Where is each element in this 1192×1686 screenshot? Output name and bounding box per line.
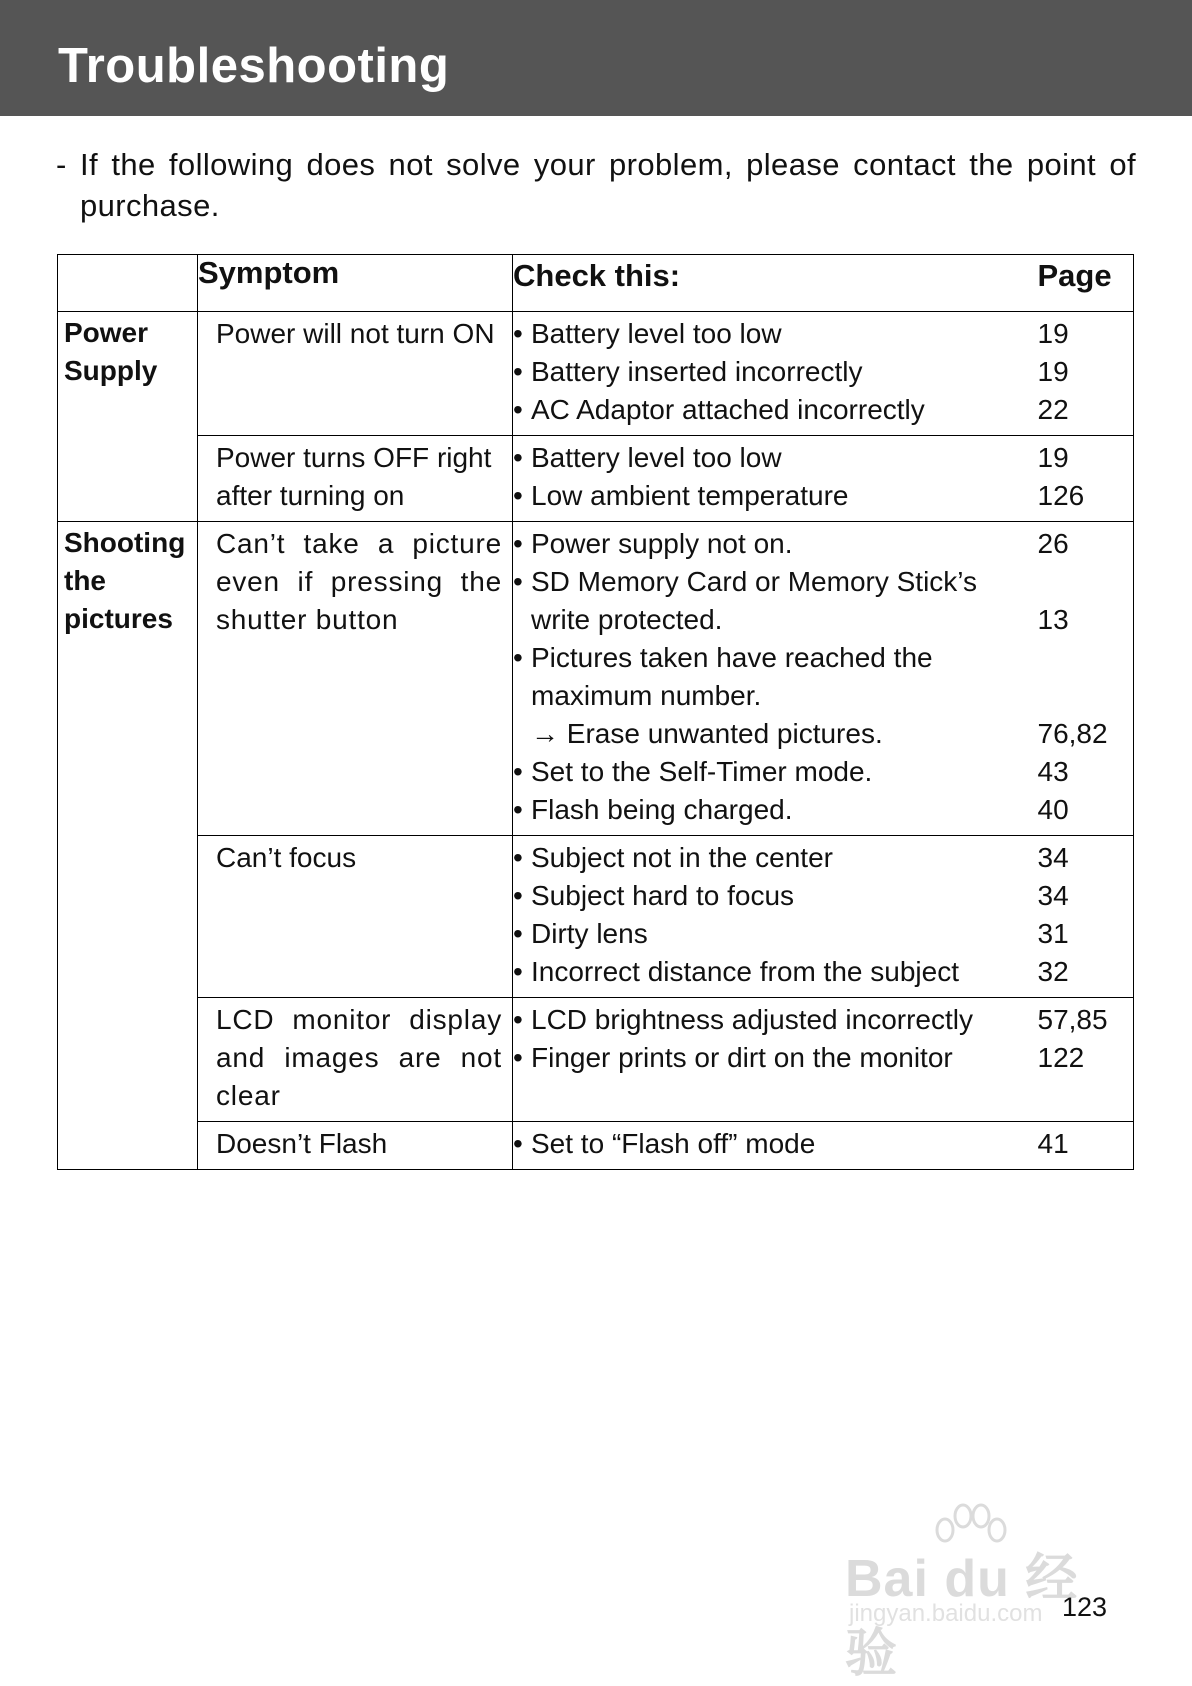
check-text: Dirty lens	[531, 918, 648, 949]
check-item	[513, 1125, 1038, 1163]
check-item	[513, 839, 1038, 877]
check-text: write protected.	[531, 604, 723, 635]
check-cell	[513, 312, 1038, 436]
check-item	[513, 439, 1038, 477]
category-cell	[58, 312, 198, 522]
intro-dash: -	[56, 147, 67, 182]
check-item	[513, 1039, 1038, 1077]
check-item	[513, 791, 1038, 829]
bullet-icon: •	[513, 1042, 523, 1073]
watermark-url: jingyan.baidu.com	[849, 1600, 1043, 1627]
check-item	[513, 639, 1038, 677]
page-number: 123	[1062, 1592, 1108, 1622]
check-text: Set to “Flash off” mode	[531, 1128, 816, 1159]
check-text: AC Adaptor attached incorrectly	[531, 394, 925, 425]
page-cell	[1038, 998, 1134, 1122]
table-header-row	[58, 255, 1134, 312]
bullet-icon: •	[513, 566, 523, 597]
header-check: Check this:	[513, 255, 1038, 312]
page-ref: 41	[1037, 1128, 1069, 1159]
table-row	[58, 312, 1134, 436]
bullet-icon: •	[513, 918, 523, 949]
bullet-icon: •	[513, 356, 523, 387]
table-row	[58, 836, 1134, 998]
check-text: maximum number.	[531, 680, 762, 711]
bullet-icon: •	[513, 480, 523, 511]
bullet-icon: •	[513, 956, 523, 987]
check-text: Battery inserted incorrectly	[531, 356, 863, 387]
page-ref: 19	[1037, 442, 1069, 473]
bullet-icon: •	[513, 794, 523, 825]
category-label: Shooting	[64, 527, 186, 558]
bullet-icon: •	[513, 394, 523, 425]
bullet-icon: •	[513, 642, 523, 673]
check-text: Finger prints or dirt on the monitor	[531, 1042, 953, 1073]
page-ref	[1038, 563, 1134, 601]
symptom-cell: Power will not turn ON	[198, 312, 513, 436]
check-item	[513, 525, 1038, 563]
bullet-icon: •	[513, 1004, 523, 1035]
check-text: → Erase unwanted pictures.	[531, 718, 883, 749]
bullet-icon: •	[513, 528, 523, 559]
page-cell	[1038, 522, 1134, 836]
intro-text: If the following does not solve your problem, please contact the point of purchase.	[80, 147, 1136, 223]
page-ref: 43	[1037, 756, 1069, 787]
page-cell	[1038, 436, 1134, 522]
table-row	[58, 1122, 1134, 1170]
symptom-cell: LCD monitor display and images are not clear	[198, 998, 513, 1122]
page-cell	[1038, 312, 1134, 436]
check-text: Low ambient temperature	[531, 480, 849, 511]
page-ref: 13	[1037, 604, 1069, 635]
check-item	[513, 753, 1038, 791]
check-item	[513, 563, 1038, 601]
category-cell	[58, 522, 198, 1170]
troubleshooting-table	[57, 254, 1134, 1170]
category-label: pictures	[64, 603, 173, 634]
symptom-cell: Power turns OFF right after turning on	[198, 436, 513, 522]
page-ref: 26	[1037, 528, 1069, 559]
page-cell	[1038, 836, 1134, 998]
check-cell	[513, 998, 1038, 1122]
bullet-icon: •	[513, 318, 523, 349]
check-text: Flash being charged.	[531, 794, 793, 825]
check-text: Subject hard to focus	[531, 880, 795, 911]
check-item	[513, 477, 1038, 515]
check-item	[513, 1001, 1038, 1039]
table-row	[58, 522, 1134, 836]
page-ref: 57,85	[1037, 1004, 1108, 1035]
check-text: Pictures taken have reached the	[531, 642, 933, 673]
watermark-logo-text: Bai du 经验	[845, 1550, 1079, 1683]
page-ref: 19	[1037, 318, 1069, 349]
check-cell	[513, 836, 1038, 998]
check-text: Subject not in the center	[531, 842, 833, 873]
check-text: LCD brightness adjusted incorrectly	[531, 1004, 973, 1035]
bullet-icon: •	[513, 442, 523, 473]
category-label: Power	[64, 317, 149, 348]
symptom-cell: Doesn’t Flash	[198, 1122, 513, 1170]
check-item	[513, 915, 1038, 953]
baidu-watermark-logo	[845, 1500, 1125, 1683]
check-item	[513, 877, 1038, 915]
symptom-cell: Can’t take a picture even if pressing the shutter button	[198, 522, 513, 836]
check-cell	[513, 436, 1038, 522]
page-ref: 22	[1037, 394, 1069, 425]
category-label: Supply	[64, 355, 158, 386]
check-item	[513, 601, 1038, 639]
check-text: Battery level too low	[531, 318, 782, 349]
check-text: Power supply not on.	[531, 528, 793, 559]
intro-note	[56, 144, 1136, 226]
bullet-icon: •	[513, 1128, 523, 1159]
check-item	[513, 391, 1038, 429]
symptom-cell: Can’t focus	[198, 836, 513, 998]
check-item	[513, 715, 1038, 753]
header-page: Page	[1038, 255, 1134, 312]
header-blank-cell	[58, 255, 198, 312]
page-ref: 40	[1037, 794, 1069, 825]
check-item	[513, 353, 1038, 391]
page-ref: 32	[1037, 956, 1069, 987]
check-text: Incorrect distance from the subject	[531, 956, 959, 987]
bullet-icon: •	[513, 756, 523, 787]
check-item	[513, 953, 1038, 991]
check-item	[513, 677, 1038, 715]
page-ref: 76,82	[1037, 718, 1108, 749]
check-item	[513, 315, 1038, 353]
page-ref: 122	[1037, 1042, 1085, 1073]
table-row	[58, 436, 1134, 522]
page-cell	[1038, 1122, 1134, 1170]
page-ref: 19	[1037, 356, 1069, 387]
page-ref: 34	[1037, 842, 1069, 873]
check-cell	[513, 1122, 1038, 1170]
bullet-icon: •	[513, 880, 523, 911]
check-text: Battery level too low	[531, 442, 782, 473]
header-symptom: Symptom	[198, 255, 513, 312]
check-text: Set to the Self-Timer mode.	[531, 756, 873, 787]
page-ref: 34	[1037, 880, 1069, 911]
check-cell	[513, 522, 1038, 836]
page-ref	[1038, 677, 1134, 715]
check-text: SD Memory Card or Memory Stick’s	[531, 566, 978, 597]
page-ref	[1038, 639, 1134, 677]
page-title: Troubleshooting	[58, 39, 450, 93]
bullet-icon: •	[513, 842, 523, 873]
title-bar	[0, 0, 1192, 116]
page-ref: 126	[1037, 480, 1085, 511]
table-row	[58, 998, 1134, 1122]
category-label: the	[64, 565, 106, 596]
page-ref: 31	[1037, 918, 1069, 949]
